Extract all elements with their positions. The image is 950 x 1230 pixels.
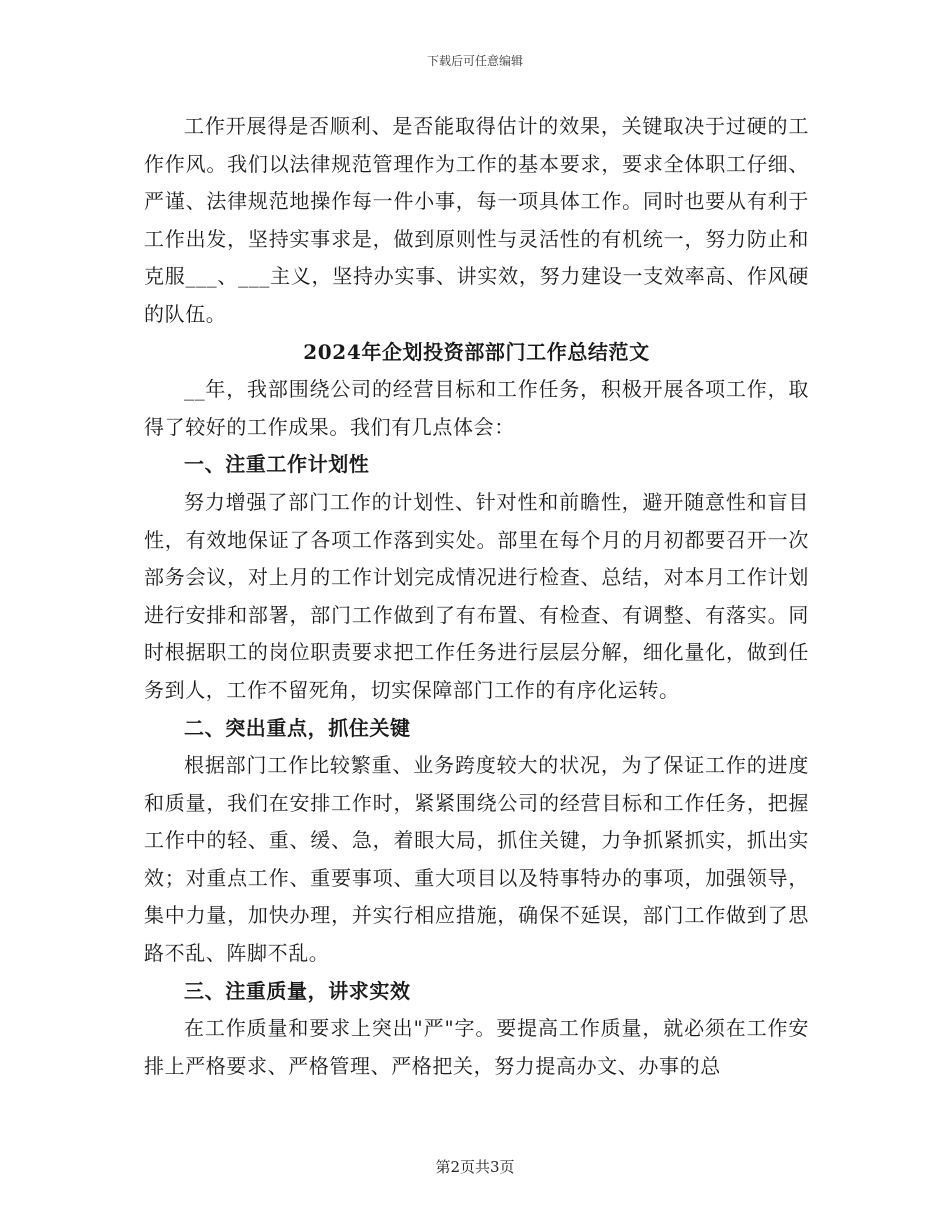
document-body	[144, 108, 809, 1085]
section-body-3: 在工作质量和要求上突出"严"字。要提高工作质量，就必须在工作安排上严格要求、严格管理、严格把关，努力提高办文、办事的总	[144, 1016, 809, 1078]
section-body-2: 根据部门工作比较繁重、业务跨度较大的状况，为了保证工作的进度和质量，我们在安排工作时，紧紧围绕公司的经营目标和工作任务，把握工作中的轻、重、缓、急，着眼大局，抓住关键，力争抓紧抓实，抓出实效；对重点工作、重要事项、重大项目以及特事特办的事项，加强领导，集中力量，加快办理，并实行相应措施，确保不延误，部门工作做到了思路不乱、阵脚不乱。	[144, 753, 809, 966]
section-heading-3: 三、注重质量，讲求实效	[184, 978, 411, 1003]
section-body-1: 努力增强了部门工作的计划性、针对性和前瞻性，避开随意性和盲目性，有效地保证了各项工作落到实处。部里在每个月的月初都要召开一次部务会议，对上月的工作计划完成情况进行检查、总结，对本月工作计划进行安排和部署，部门工作做到了有布置、有检查、有调整、有落实。同时根据职工的岗位职责要求把工作任务进行层层分解，细化量化，做到任务到人，工作不留死角，切实保障部门工作的有序化运转。	[144, 489, 809, 702]
section-heading-1: 一、注重工作计划性	[184, 452, 370, 477]
section-heading-2: 二、突出重点，抓住关键	[184, 715, 411, 740]
intro-paragraph: 工作开展得是否顺利、是否能取得估计的效果，关键取决于过硬的工作作风。我们以法律规范管理作为工作的基本要求，要求全体职工仔细、严谨、法律规范地操作每一件小事，每一项具体工作。同时也要从有利于工作出发，坚持实事求是，做到原则性与灵活性的有机统一，努力防止和克服___、___主义，坚持办实事、讲实效，努力建设一支效率高、作风硬的队伍。	[144, 114, 809, 326]
document-title: 2024年企划投资部部门工作总结范文	[303, 339, 650, 364]
page-header: 下载后可任意编辑	[426, 54, 523, 68]
page-footer: 第2页共3页	[435, 1158, 515, 1176]
opening-paragraph: __年，我部围绕公司的经营目标和工作任务，积极开展各项工作，取得了较好的工作成果。我们有几点体会：	[144, 377, 809, 439]
